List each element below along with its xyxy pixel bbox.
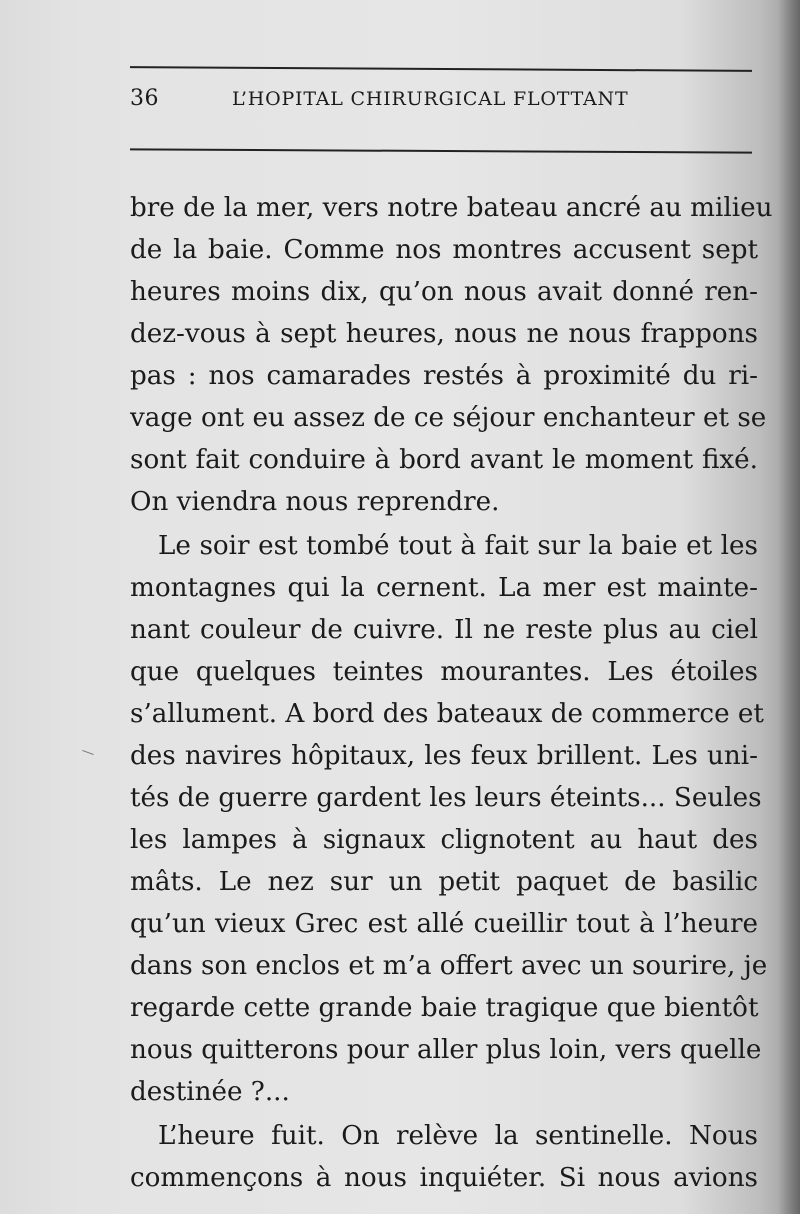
text-line: On viendra nous reprendre. bbox=[130, 487, 500, 517]
running-title: L’HOPITAL CHIRURGICAL FLOTTANT bbox=[232, 88, 629, 110]
text-line: Le soir est tombé tout à fait sur la baie et les bbox=[158, 531, 758, 561]
paragraph bbox=[130, 1115, 758, 1199]
margin-mark bbox=[82, 750, 94, 755]
text-line: les lampes à signaux clignotent au haut des bbox=[130, 825, 758, 855]
text-line: nous quitterons pour aller plus loin, vers quelle bbox=[130, 1035, 762, 1065]
paragraph bbox=[130, 525, 768, 1113]
text-line: s’allument. A bord des bateaux de commerce et bbox=[130, 699, 764, 729]
running-header bbox=[130, 86, 752, 118]
text-line: commençons à nous inquiéter. Si nous avions bbox=[130, 1163, 758, 1193]
text-line: nant couleur de cuivre. Il ne reste plus au ciel bbox=[130, 615, 758, 645]
text-line: bre de la mer, vers notre bateau ancré au milieu bbox=[130, 193, 773, 223]
page-gutter-shadow bbox=[778, 0, 800, 1214]
header-rule-bottom bbox=[130, 148, 752, 153]
text-line: des navires hôpitaux, les feux brillent. Les uni- bbox=[130, 741, 758, 771]
text-line: qu’un vieux Grec est allé cueillir tout à l’heure bbox=[130, 909, 758, 939]
text-line: de la baie. Comme nos montres accusent sept bbox=[130, 235, 758, 265]
text-line: sont fait conduire à bord avant le moment fixé. bbox=[130, 445, 758, 475]
text-line: regarde cette grande baie tragique que bientôt bbox=[130, 993, 759, 1023]
text-line: vage ont eu assez de ce séjour enchanteur et se bbox=[130, 403, 767, 433]
text-line: tés de guerre gardent les leurs éteints... Seules bbox=[130, 783, 762, 813]
text-line: montagnes qui la cernent. La mer est mainte- bbox=[130, 573, 758, 603]
text-line: L’heure fuit. On relève la sentinelle. Nous bbox=[158, 1121, 758, 1151]
page-number: 36 bbox=[130, 86, 159, 111]
text-line: dez-vous à sept heures, nous ne nous frappons bbox=[130, 319, 758, 349]
paragraph bbox=[130, 187, 773, 523]
text-line: dans son enclos et m’a offert avec un sourire, je bbox=[130, 951, 768, 981]
text-line: mâts. Le nez sur un petit paquet de basilic bbox=[130, 867, 758, 897]
header-rule-top bbox=[130, 66, 752, 72]
text-line: heures moins dix, qu’on nous avait donné ren- bbox=[130, 277, 758, 307]
text-line: destinée ?... bbox=[130, 1077, 290, 1107]
body-text bbox=[130, 187, 773, 1199]
text-line: que quelques teintes mourantes. Les étoiles bbox=[130, 657, 758, 687]
text-line: pas : nos camarades restés à proximité du ri- bbox=[130, 361, 758, 391]
